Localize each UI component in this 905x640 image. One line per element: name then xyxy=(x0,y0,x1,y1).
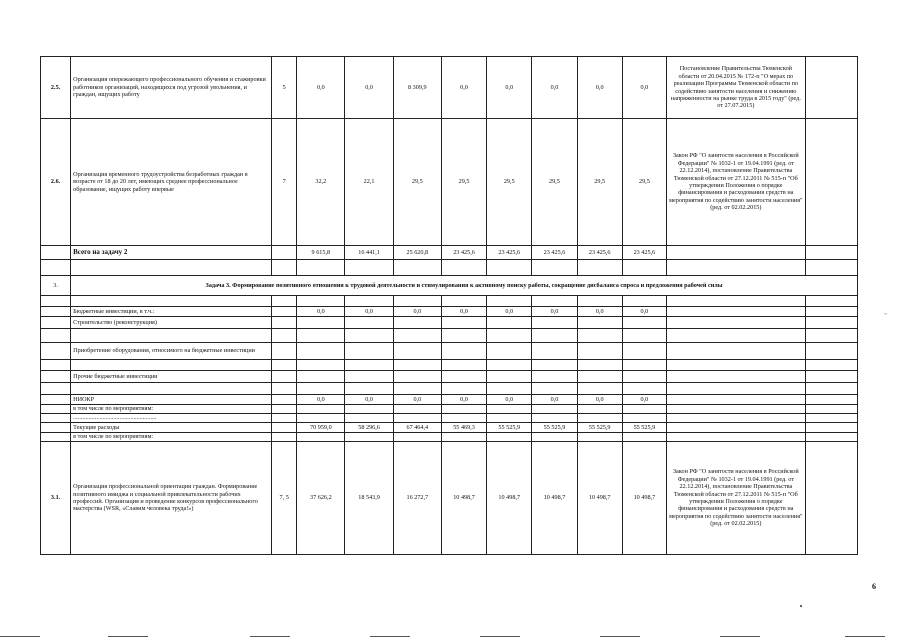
value-cell: 10 498,7 xyxy=(622,442,666,555)
value-cell: 0,0 xyxy=(487,307,532,317)
value-cell: 70 959,0 xyxy=(297,423,345,433)
table-row xyxy=(41,433,858,442)
blank-row xyxy=(41,260,858,276)
value-cell: 0,0 xyxy=(487,57,532,119)
value-cell: 29,5 xyxy=(532,119,577,246)
value-cell: 0,0 xyxy=(577,57,622,119)
value-cell: 0,0 xyxy=(297,395,345,405)
value-cell: 23 425,6 xyxy=(622,246,666,260)
value-cell: 0,0 xyxy=(345,307,393,317)
measure-name: Организация временного трудоустройства безработных граждан в возрасте от 18 до 20 лет, имеющих среднее профессиональное образование, ищущих работу впервые xyxy=(71,119,272,246)
table-row xyxy=(41,395,858,405)
empty-cell xyxy=(805,246,857,260)
value-cell: 18 543,9 xyxy=(345,442,393,555)
program-table xyxy=(40,56,858,555)
value-cell: 29,5 xyxy=(487,119,532,246)
line-label: в том числе по мероприятиям: xyxy=(71,433,272,442)
value-cell: 23 425,6 xyxy=(532,246,577,260)
value-cell: 0,0 xyxy=(532,307,577,317)
measure-name: Организация профессиональной ориентации граждан. Формирование позитивного имиджа и социальной привлекательности рабочих профессий. Организация и проведение конкурсов профессионального мастерства (WSR, «Славим человека труда!») xyxy=(71,442,272,555)
blank-row xyxy=(41,329,858,343)
value-cell: 0,0 xyxy=(393,307,441,317)
table-row xyxy=(41,371,858,383)
value-cell: 0,0 xyxy=(393,395,441,405)
code-cell: 7 xyxy=(272,119,297,246)
value-cell: 0,0 xyxy=(532,57,577,119)
empty-cell xyxy=(41,246,71,260)
value-cell: 10 498,7 xyxy=(441,442,486,555)
value-cell: 55 469,3 xyxy=(441,423,486,433)
value-cell: 16 441,1 xyxy=(345,246,393,260)
code-cell: 7, 5 xyxy=(272,442,297,555)
value-cell: 0,0 xyxy=(577,307,622,317)
scan-edge-line xyxy=(480,636,520,637)
value-cell: 16 272,7 xyxy=(393,442,441,555)
line-label: Текущие расходы xyxy=(71,423,272,433)
line-label: НИОКР xyxy=(71,395,272,405)
value-cell: 23 425,6 xyxy=(441,246,486,260)
scan-edge-line xyxy=(108,636,148,637)
scan-edge-line xyxy=(250,636,290,637)
table-row xyxy=(41,57,858,119)
value-cell: 29,5 xyxy=(441,119,486,246)
value-cell: 0,0 xyxy=(622,307,666,317)
value-cell: 0,0 xyxy=(577,395,622,405)
table-row xyxy=(41,307,858,317)
scan-edge-line xyxy=(370,636,410,637)
value-cell: 8 309,9 xyxy=(393,57,441,119)
value-cell: 0,0 xyxy=(622,57,666,119)
value-cell: 23 425,6 xyxy=(577,246,622,260)
value-cell: 0,0 xyxy=(441,395,486,405)
value-cell: 10 498,7 xyxy=(487,442,532,555)
line-label: Прочие бюджетные инвестиции xyxy=(71,371,272,383)
value-cell: 29,5 xyxy=(393,119,441,246)
value-cell: 0,0 xyxy=(532,395,577,405)
row-index: 2.6. xyxy=(41,119,71,246)
blank-row xyxy=(41,383,858,395)
value-cell: 55 525,9 xyxy=(532,423,577,433)
value-cell: 10 498,7 xyxy=(577,442,622,555)
table-row xyxy=(41,423,858,433)
value-cell: 58 296,6 xyxy=(345,423,393,433)
row-index: 3.1. xyxy=(41,442,71,555)
empty-cell xyxy=(667,246,806,260)
value-cell: 67 464,4 xyxy=(393,423,441,433)
table-row xyxy=(41,119,858,246)
empty-cell xyxy=(272,246,297,260)
measure-name: Организация опережающего профессионального обучения и стажировки работников организаций, находящихся под угрозой увольнения, и граждан, ищущих работу xyxy=(71,57,272,119)
task-title: Задача 3. Формирование позитивного отношения к трудовой деятельности и стимулирования к активному поиску работы, сокращение дисбаланса спроса и предложения рабочей силы xyxy=(71,276,858,296)
table-row xyxy=(41,442,858,555)
margin-mark: ~ xyxy=(884,312,888,318)
scan-speck xyxy=(800,605,802,607)
line-label: Приобретение оборудования, относимого на бюджетные инвестиции xyxy=(71,343,272,360)
scan-edge-line xyxy=(845,636,885,637)
value-cell: 0,0 xyxy=(487,395,532,405)
total-label: Всего на задачу 2 xyxy=(71,246,272,260)
page-number: 6 xyxy=(872,582,876,591)
value-cell: 37 626,2 xyxy=(297,442,345,555)
empty-cell xyxy=(805,57,857,119)
value-cell: 10 498,7 xyxy=(532,442,577,555)
value-cell: 23 425,6 xyxy=(487,246,532,260)
value-cell: 29,5 xyxy=(577,119,622,246)
value-cell: 32,2 xyxy=(297,119,345,246)
value-cell: 29,5 xyxy=(622,119,666,246)
value-cell: 25 620,8 xyxy=(393,246,441,260)
table-row xyxy=(41,343,858,360)
value-cell: 55 525,9 xyxy=(577,423,622,433)
value-cell: 0,0 xyxy=(345,57,393,119)
value-cell: 0,0 xyxy=(297,57,345,119)
empty-cell xyxy=(805,119,857,246)
empty-cell xyxy=(805,442,857,555)
blank-row xyxy=(41,296,858,307)
line-label: в том числе по мероприятиям: xyxy=(71,405,272,414)
legal-basis: Постановление Правительства Тюменской области от 20.04.2015 № 172-п "О мерах по реализации Программы Тюменской области по содействию занятости населения и снижению напряженности на рынке труда в 2015 году" (ред. от 27.07.2015) xyxy=(667,57,806,119)
line-label: Бюджетные инвестиции, в т.ч.: xyxy=(71,307,272,317)
row-index: 3. xyxy=(41,276,71,296)
code-cell: 5 xyxy=(272,57,297,119)
value-cell: 55 525,9 xyxy=(487,423,532,433)
scan-edge-line xyxy=(0,636,40,637)
scan-edge-line xyxy=(600,636,640,637)
value-cell: 0,0 xyxy=(622,395,666,405)
table-row xyxy=(41,414,858,423)
task-header-row xyxy=(41,276,858,296)
value-cell: 0,0 xyxy=(441,57,486,119)
value-cell: 0,0 xyxy=(345,395,393,405)
value-cell: 0,0 xyxy=(441,307,486,317)
value-cell: 22,1 xyxy=(345,119,393,246)
legal-basis: Закон РФ "О занятости населения в Российской Федерации" № 1032-1 от 19.04.1991 (ред. от 22.12.2014), постановление Правительства Тюменской области от 27.12.2011 № 515-п "Об утверждении Положения о порядке финансирования и расходования средств на мероприятия по содействию занятости населения" (ред. от 02.02.2015) xyxy=(667,119,806,246)
table-row xyxy=(41,317,858,329)
value-cell: 0,0 xyxy=(297,307,345,317)
row-index: 2.5. xyxy=(41,57,71,119)
line-label: Строительство (реконструкция) xyxy=(71,317,272,329)
legal-basis: Закон РФ "О занятости населения в Российской Федерации" № 1032-1 от 19.04.1991 (ред. от 22.12.2014), постановление Правительства Тюменской области от 27.12.2011 № 515-п "Об утверждении Положения о порядке финансирования и расходования средств на мероприятия по содействию занятости населения" (ред. от 02.02.2015) xyxy=(667,442,806,555)
table-row xyxy=(41,405,858,414)
line-label: ...................................................... xyxy=(71,414,272,423)
scan-edge-line xyxy=(720,636,760,637)
value-cell: 55 525,9 xyxy=(622,423,666,433)
total-row xyxy=(41,246,858,260)
value-cell: 9 615,8 xyxy=(297,246,345,260)
blank-row xyxy=(41,360,858,371)
